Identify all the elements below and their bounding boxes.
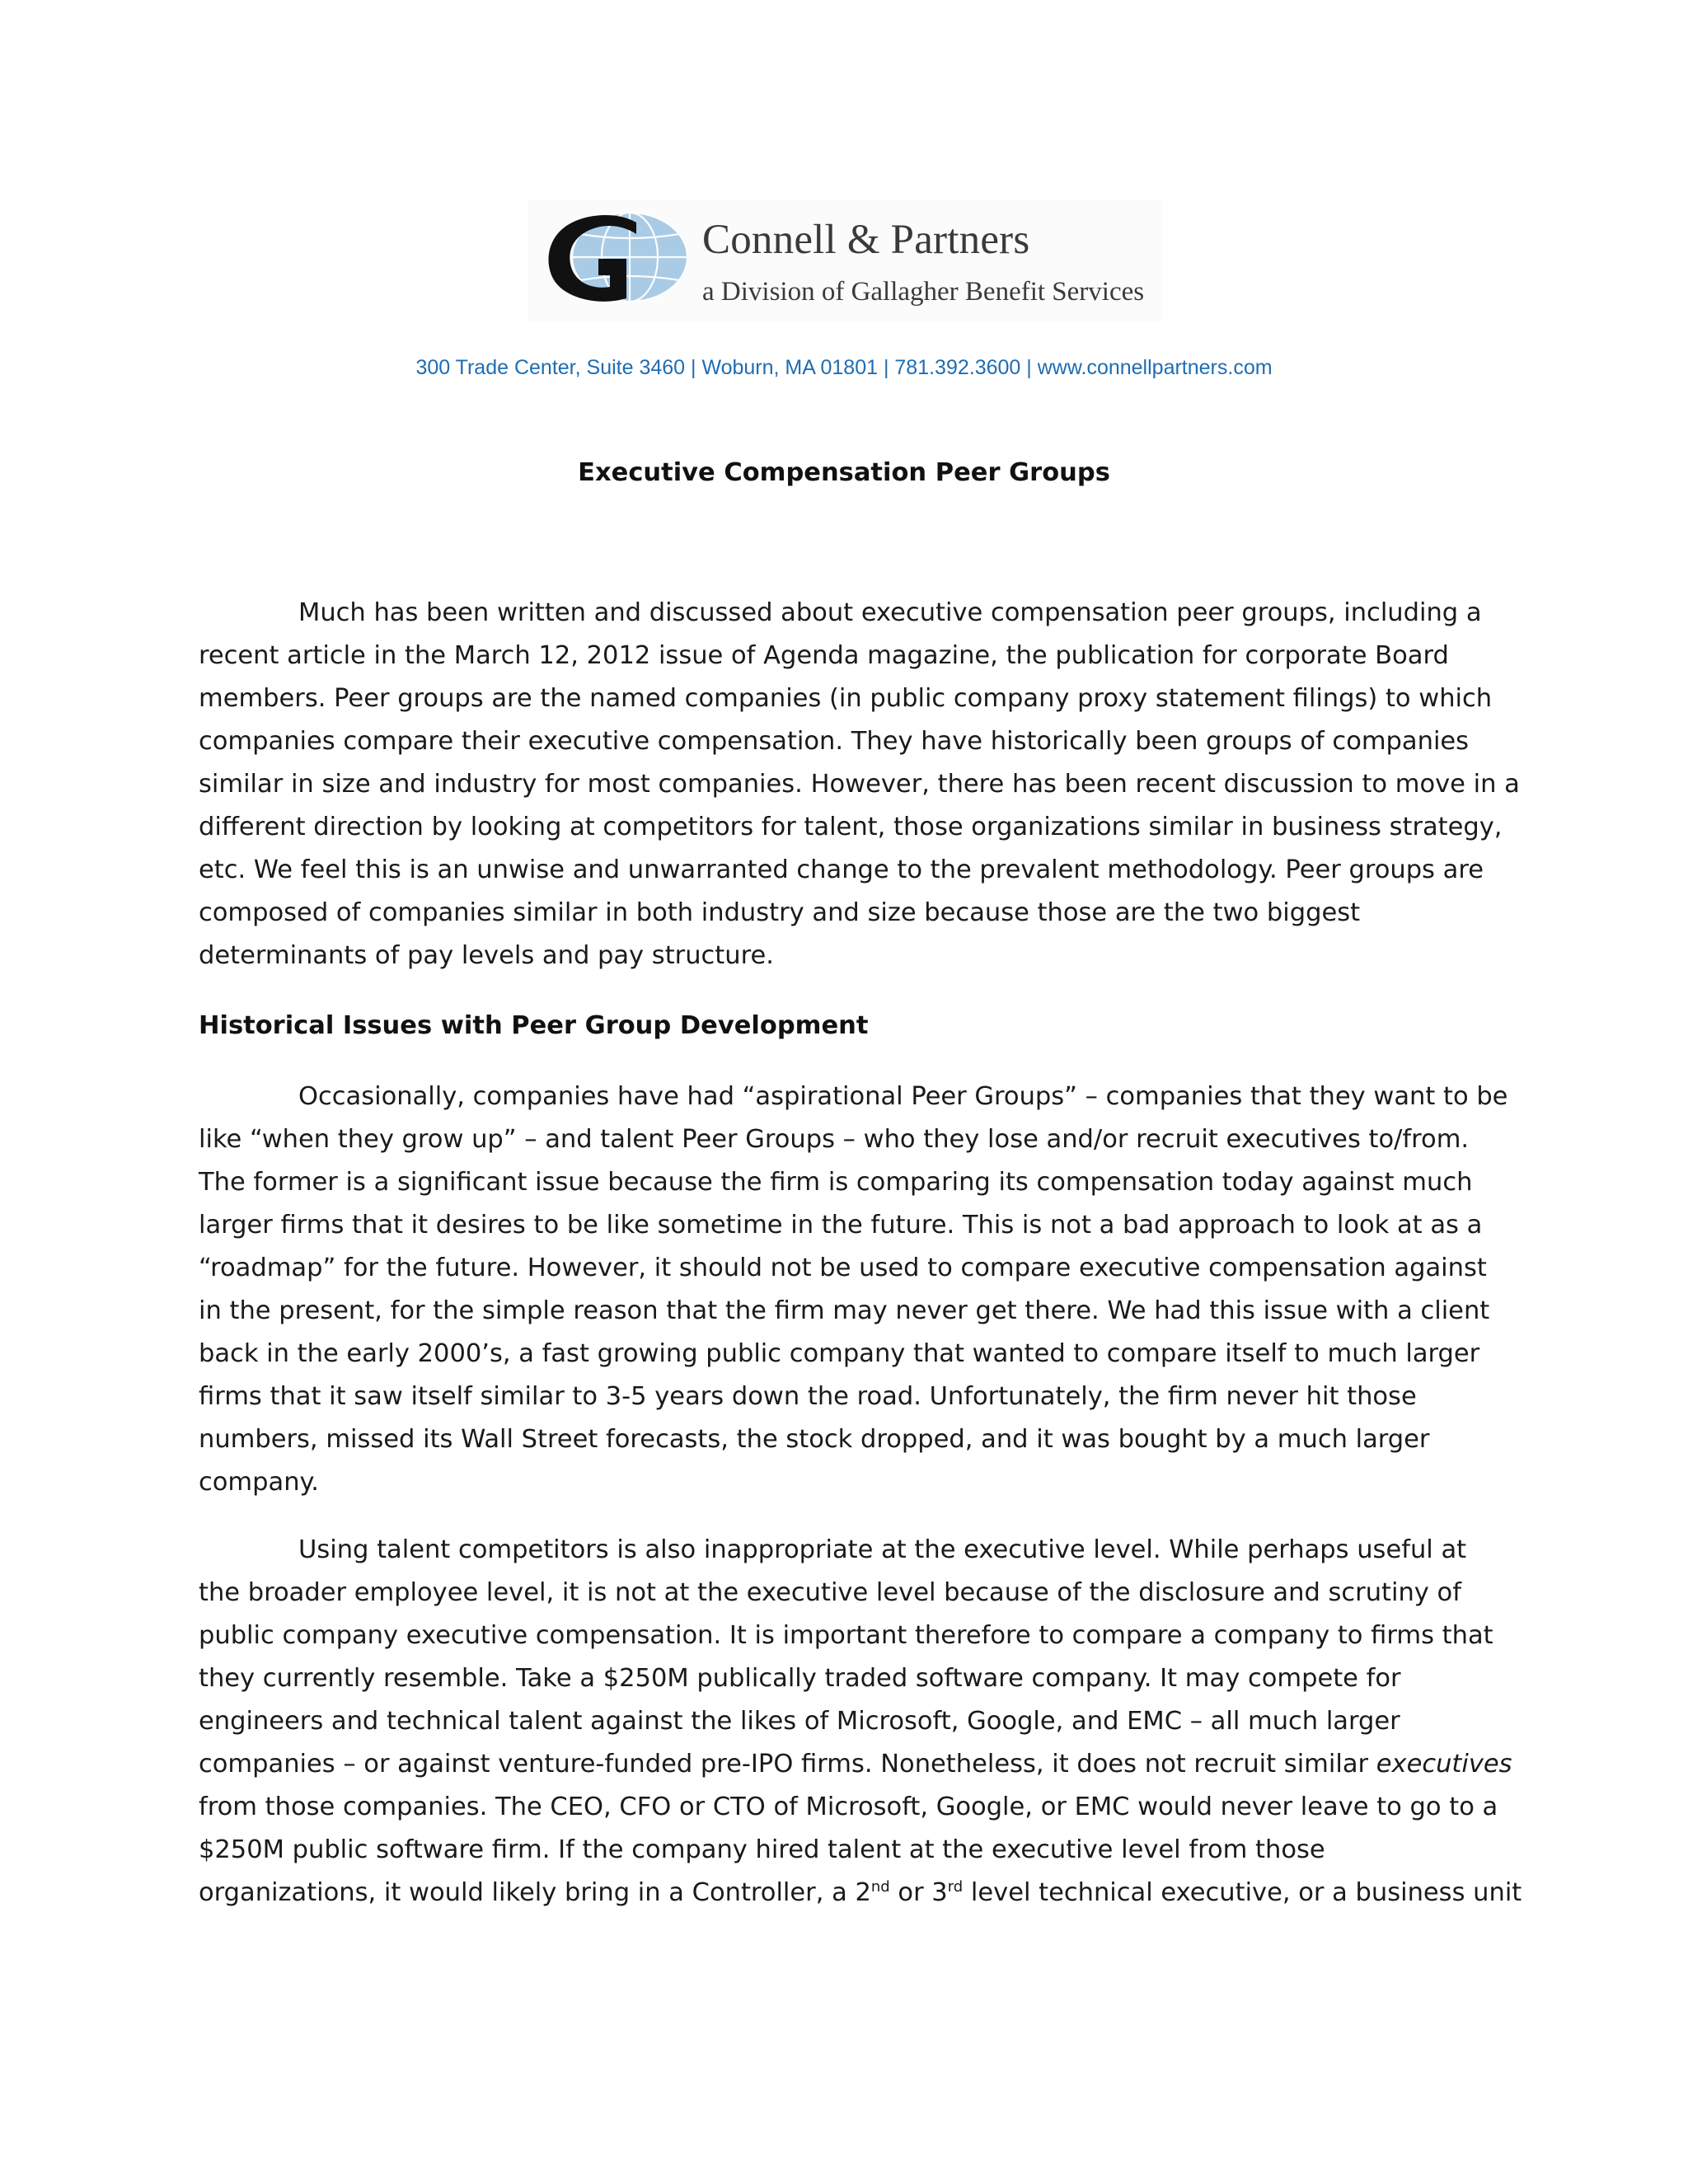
document-title: Executive Compensation Peer Groups bbox=[578, 458, 1110, 487]
superscript: nd bbox=[870, 1877, 890, 1896]
paragraph-text: level technical executive, or a business unit bbox=[963, 1878, 1522, 1907]
paragraph-line: the broader employee level, it is not at the executive level because of the disclosure and scrutiny of bbox=[199, 1578, 1461, 1607]
logo-division-text: a Division of Gallagher Benefit Services bbox=[702, 277, 1145, 307]
paragraph-line: numbers, missed its Wall Street forecasts, the stock dropped, and it was bought by a much larger bbox=[199, 1425, 1430, 1454]
paragraph-line: composed of companies similar in both industry and size because those are the two biggest bbox=[199, 898, 1361, 927]
paragraph-line: recent article in the March 12, 2012 issue of Agenda magazine, the publication for corporate Board bbox=[199, 641, 1449, 670]
company-logo bbox=[528, 199, 1162, 321]
paragraph-line: firms that it saw itself similar to 3-5 years down the road. Unfortunately, the firm never hit those bbox=[199, 1382, 1417, 1411]
paragraph-line: members. Peer groups are the named companies (in public company proxy statement filings) to which bbox=[199, 684, 1493, 713]
paragraph-line: back in the early 2000’s, a fast growing public company that wanted to compare itself to much larger bbox=[199, 1339, 1480, 1368]
paragraph-line: “roadmap” for the future. However, it should not be used to compare executive compensation against bbox=[199, 1254, 1487, 1282]
paragraph-aspirational bbox=[199, 1076, 1508, 1504]
paragraph-line: companies compare their executive compensation. They have historically been groups of companies bbox=[199, 727, 1470, 756]
paragraph-text: or 3 bbox=[889, 1878, 948, 1907]
paragraph-intro bbox=[199, 592, 1520, 977]
italic-text: executives bbox=[1376, 1750, 1512, 1779]
paragraph-text: organizations, it would likely bring in a Controller, a 2 bbox=[199, 1878, 871, 1907]
paragraph-line: they currently resemble. Take a $250M publically traded software company. It may compete for bbox=[199, 1664, 1401, 1693]
paragraph-line: similar in size and industry for most companies. However, there has been recent discussion to move in a bbox=[199, 770, 1520, 799]
paragraph-line: $250M public software firm. If the company hired talent at the executive level from those bbox=[199, 1835, 1325, 1864]
paragraph-line bbox=[199, 1872, 1522, 1915]
paragraph-line: determinants of pay levels and pay structure. bbox=[199, 941, 774, 970]
section-heading: Historical Issues with Peer Group Development bbox=[199, 1011, 869, 1040]
letterhead-address: 300 Trade Center, Suite 3460 | Woburn, MA 01801 | 781.392.3600 | www.connellpartners.com bbox=[415, 356, 1273, 379]
paragraph-line: Occasionally, companies have had “aspirational Peer Groups” – companies that they want to be bbox=[298, 1082, 1508, 1111]
paragraph-line bbox=[199, 1743, 1512, 1786]
paragraph-text: companies – or against venture-funded pre-IPO firms. Nonetheless, it does not recruit similar bbox=[199, 1750, 1376, 1779]
paragraph-line: public company executive compensation. It is important therefore to compare a company to firms that bbox=[199, 1621, 1493, 1650]
paragraph-line: etc. We feel this is an unwise and unwarranted change to the prevalent methodology. Peer groups are bbox=[199, 855, 1484, 884]
paragraph-line: The former is a significant issue because the firm is comparing its compensation today against much bbox=[199, 1168, 1473, 1197]
paragraph-line: engineers and technical talent against the likes of Microsoft, Google, and EMC – all much larger bbox=[199, 1707, 1400, 1736]
section-heading-block bbox=[199, 1005, 1493, 1047]
paragraph-line: company. bbox=[199, 1468, 319, 1497]
paragraph-line: Using talent competitors is also inappropriate at the executive level. While perhaps useful at bbox=[298, 1535, 1467, 1564]
paragraph-line: from those companies. The CEO, CFO or CTO of Microsoft, Google, or EMC would never leave to go to a bbox=[199, 1793, 1498, 1821]
paragraph-line: like “when they grow up” – and talent Peer Groups – who they lose and/or recruit executives to/from. bbox=[199, 1125, 1470, 1154]
globe-g-logo-icon bbox=[544, 209, 691, 308]
logo-company-name: Connell & Partners bbox=[702, 217, 1030, 263]
superscript: rd bbox=[947, 1877, 964, 1896]
paragraph-line: in the present, for the simple reason that the firm may never get there. We had this issue with a client bbox=[199, 1296, 1490, 1325]
paragraph-line: larger firms that it desires to be like sometime in the future. This is not a bad approach to look at as a bbox=[199, 1211, 1483, 1240]
paragraph-line: Much has been written and discussed about executive compensation peer groups, including a bbox=[298, 598, 1482, 627]
paragraph-line: different direction by looking at competitors for talent, those organizations similar in business strategy, bbox=[199, 813, 1503, 841]
paragraph-talent bbox=[199, 1529, 1522, 1915]
